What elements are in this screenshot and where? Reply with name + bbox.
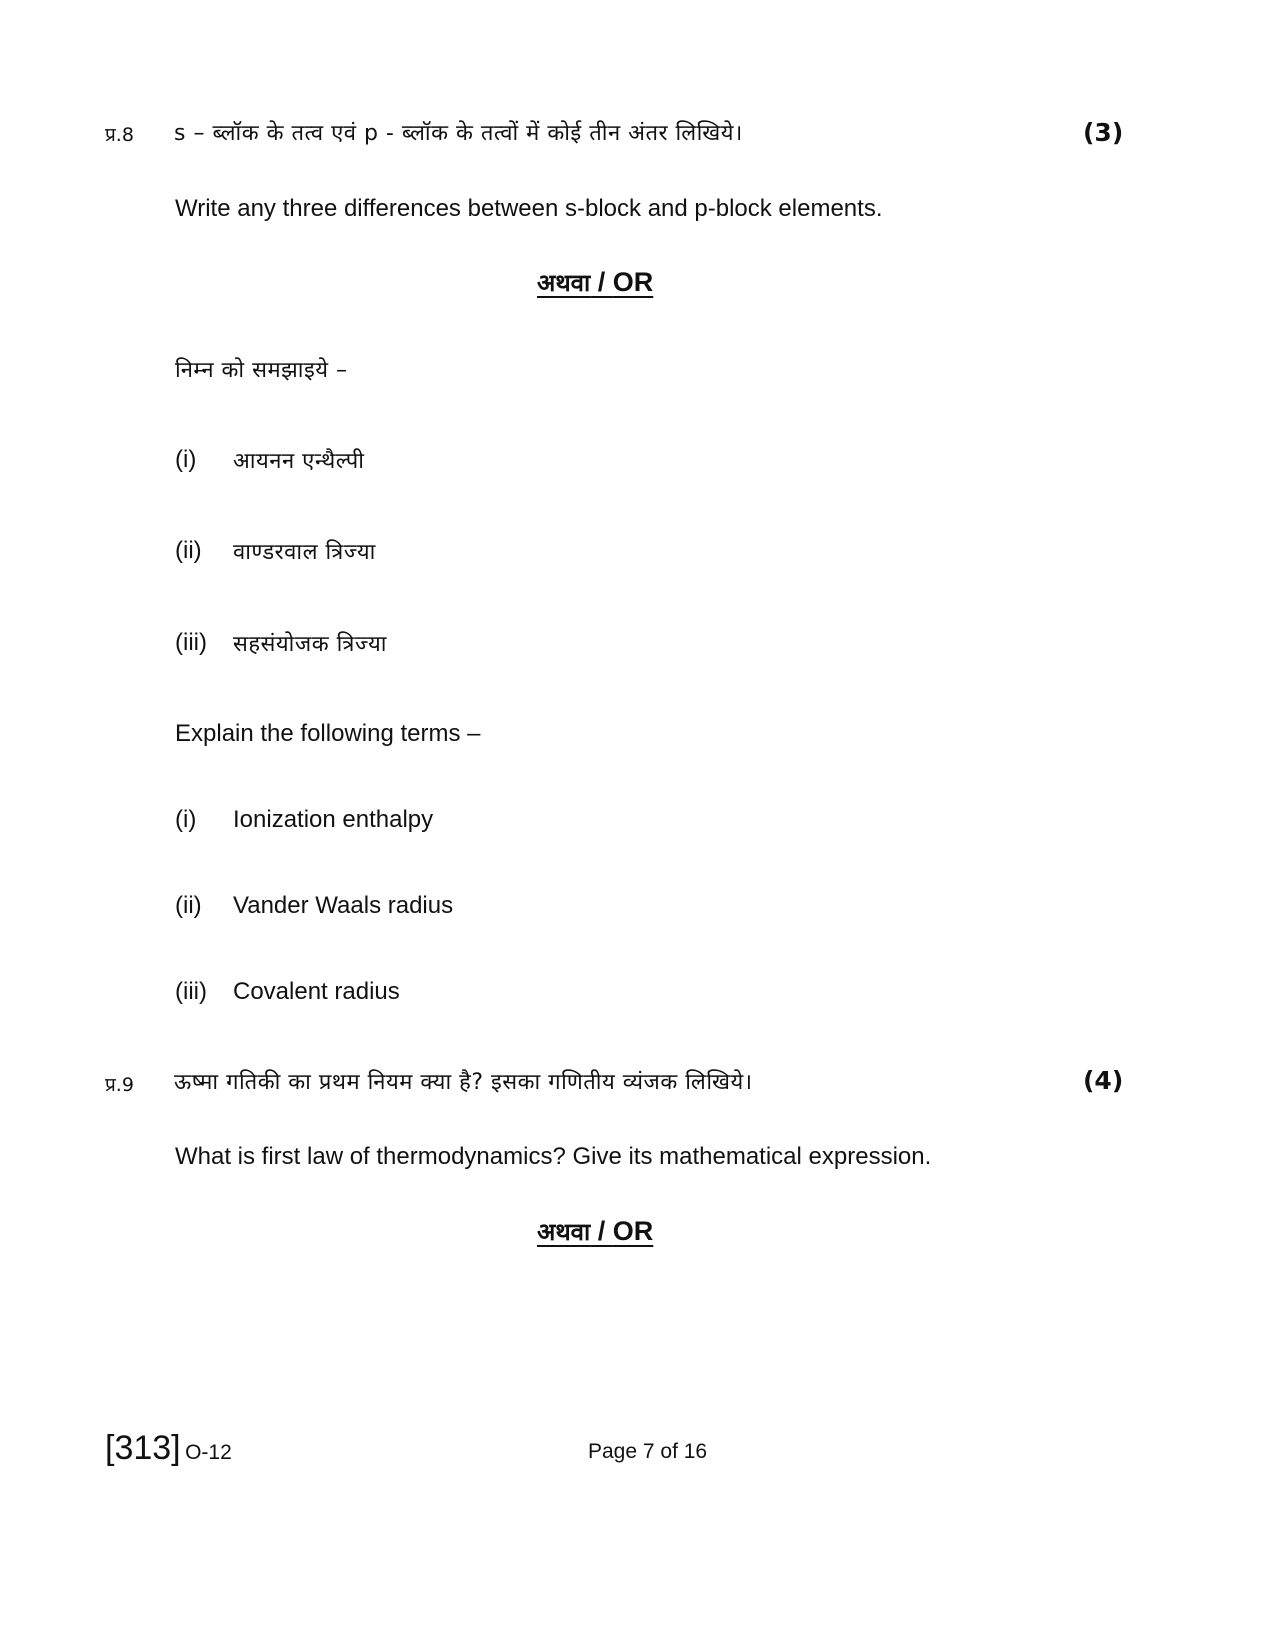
alt-hindi-item-label: (iii)	[175, 629, 207, 656]
alt-hindi-intro: निम्न को समझाइये –	[175, 358, 348, 383]
question-9-number: प्र.9	[105, 1074, 134, 1096]
question-8-english-text: Write any three differences between s-block and p-block elements.	[175, 195, 883, 222]
alt-english-item-text: Vander Waals radius	[233, 892, 454, 919]
alt-english-item-label: (ii)	[175, 892, 202, 919]
or-english: OR	[612, 267, 654, 297]
or-hindi: अथवा	[537, 1218, 591, 1246]
question-8-hindi-text: s – ब्लॉक के तत्व एवं p - ब्लॉक के तत्वों में कोई तीन अंतर लिखिये।	[174, 121, 743, 146]
or-divider-q9	[537, 1215, 653, 1248]
question-8-marks: (3)	[1083, 118, 1124, 147]
or-english: OR	[612, 1216, 654, 1246]
or-separator: /	[590, 267, 613, 297]
alt-hindi-item-label: (ii)	[175, 537, 202, 564]
alt-hindi-item-label: (i)	[175, 446, 197, 473]
alt-english-item-text: Ionization enthalpy	[233, 806, 434, 833]
set-code: O-12	[185, 1441, 232, 1464]
question-9-english-text: What is first law of thermodynamics? Give its mathematical expression.	[175, 1143, 932, 1170]
alt-hindi-item-text: वाण्डरवाल त्रिज्या	[233, 540, 376, 565]
question-8-number: प्र.8	[105, 124, 134, 146]
footer-code	[105, 1429, 232, 1468]
alt-english-item-text: Covalent radius	[233, 978, 400, 1005]
question-9-hindi-text: ऊष्मा गतिकी का प्रथम नियम क्या है? इसका गणितीय व्यंजक लिखिये।	[174, 1070, 753, 1095]
alt-english-item-label: (i)	[175, 806, 197, 833]
paper-code: [313]	[105, 1429, 181, 1467]
or-separator: /	[590, 1216, 613, 1246]
alt-hindi-item-text: आयनन एन्थैल्पी	[233, 449, 365, 474]
or-hindi: अथवा	[537, 269, 591, 297]
alt-english-intro: Explain the following terms –	[175, 720, 481, 747]
or-divider-q8	[537, 266, 653, 299]
alt-english-item-label: (iii)	[175, 978, 207, 1005]
question-9-marks: (4)	[1083, 1066, 1124, 1095]
alt-hindi-item-text: सहसंयोजक त्रिज्या	[233, 632, 387, 657]
page-number: Page 7 of 16	[588, 1440, 708, 1463]
